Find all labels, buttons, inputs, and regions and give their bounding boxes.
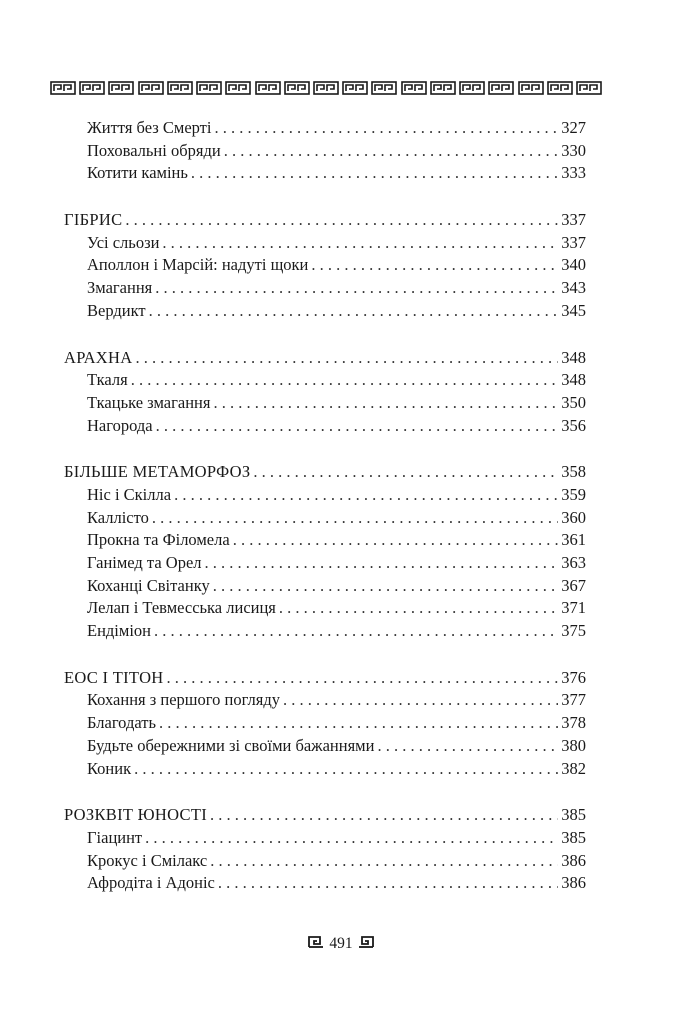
- toc-entry-title: Нагорода: [87, 415, 153, 435]
- toc-entry-page: 375: [561, 621, 586, 641]
- toc-entry: [64, 620, 586, 643]
- dot-leader: [155, 277, 558, 300]
- toc-chapter-title: ЕОС І ТІТОН: [64, 667, 164, 687]
- toc-entry-title: Лелап і Тевмесська лисиця: [87, 598, 276, 618]
- dot-leader: [253, 461, 558, 484]
- toc-chapter-page: 385: [561, 805, 586, 825]
- toc-entry: [64, 484, 586, 507]
- toc-entry-title: Ганімед та Орел: [87, 553, 202, 572]
- toc-section: [64, 347, 586, 438]
- toc-chapter-page: 358: [561, 462, 586, 482]
- toc-entry-title: Коник: [87, 758, 132, 778]
- dot-leader: [224, 140, 559, 163]
- toc-entry-page: 363: [561, 553, 586, 572]
- greek-key-icon: [371, 81, 397, 95]
- toc-entry: [64, 597, 586, 620]
- toc-section: [64, 117, 586, 185]
- toc-entry-page: 337: [561, 232, 586, 252]
- toc-entry-page: 382: [561, 758, 586, 778]
- toc-chapter-page: 337: [561, 210, 586, 230]
- toc-entry: [64, 507, 586, 530]
- toc-entry: [64, 827, 586, 850]
- greek-key-icon: [50, 81, 76, 95]
- toc-entry-title: Поховальні обряди: [87, 140, 221, 160]
- toc-entry: [64, 689, 586, 712]
- page-footer: [0, 935, 682, 953]
- greek-key-border: [50, 80, 602, 96]
- toc-chapter: [64, 209, 586, 232]
- toc-chapter-title: РОЗКВІТ ЮНОСТІ: [64, 805, 208, 825]
- greek-key-icon: [196, 81, 222, 95]
- toc-entry: [64, 162, 586, 185]
- dot-leader: [145, 827, 558, 850]
- dot-leader: [159, 712, 558, 735]
- toc-entry-page: 345: [561, 300, 586, 320]
- toc-entry-title: Афродіта і Адоніс: [87, 873, 215, 893]
- greek-key-icon: [488, 81, 514, 95]
- toc-entry: [64, 872, 586, 895]
- dot-leader: [210, 804, 558, 827]
- toc-entry-page: 377: [561, 690, 586, 710]
- toc-entry: [64, 552, 586, 575]
- toc-chapter: [64, 667, 586, 690]
- toc-chapter: [64, 347, 586, 370]
- greek-key-icon: [225, 81, 251, 95]
- greek-key-icon: [430, 81, 456, 95]
- toc-entry-title: Гіацинт: [87, 827, 143, 847]
- toc-entry-title: Котити камінь: [87, 163, 188, 183]
- dot-leader: [218, 872, 558, 895]
- toc-chapter-title: АРАХНА: [64, 347, 133, 367]
- toc-entry-page: 378: [561, 713, 586, 733]
- toc-entry-title: Каллісто: [87, 507, 149, 527]
- toc-entry: [64, 300, 586, 323]
- greek-key-icon: [401, 81, 427, 95]
- toc-entry-title: Ніс і Скілла: [87, 484, 172, 504]
- toc-entry: [64, 392, 586, 415]
- toc-entry: [64, 232, 586, 255]
- greek-key-icon: [108, 81, 134, 95]
- toc-entry-title: Благодать: [87, 713, 156, 733]
- toc-entry: [64, 575, 586, 598]
- dot-leader: [125, 209, 558, 232]
- toc-entry-page: 371: [561, 598, 586, 618]
- dot-leader: [154, 620, 558, 643]
- greek-key-icon: [284, 81, 310, 95]
- toc-chapter-page: 376: [561, 667, 586, 687]
- toc-entry-title: Коханці Світанку: [87, 575, 210, 595]
- toc-entry-page: 350: [561, 392, 586, 412]
- toc-entry-page: 361: [561, 530, 586, 550]
- page-number: 491: [329, 935, 353, 952]
- toc-section: [64, 461, 586, 643]
- toc-entry-page: 330: [561, 140, 586, 160]
- toc-entry-page: 386: [561, 850, 586, 870]
- toc-entry-title: Будьте обережними зі своїми бажаннями: [87, 735, 375, 755]
- dot-leader: [131, 369, 559, 392]
- dot-leader: [149, 300, 559, 323]
- toc-chapter-title: БІЛЬШЕ МЕТАМОРФОЗ: [64, 462, 251, 482]
- greek-key-right-icon: [358, 935, 374, 953]
- toc-entry: [64, 369, 586, 392]
- toc-entry-title: Ткаля: [87, 370, 128, 390]
- toc-entry-title: Змагання: [87, 278, 153, 298]
- dot-leader: [191, 162, 558, 185]
- dot-leader: [233, 529, 559, 552]
- greek-key-icon: [459, 81, 485, 95]
- dot-leader: [135, 347, 558, 370]
- dot-leader: [174, 484, 558, 507]
- greek-key-left-icon: [308, 935, 324, 953]
- toc-section: [64, 209, 586, 322]
- toc-entry: [64, 415, 586, 438]
- toc-entry-page: 380: [561, 735, 586, 755]
- greek-key-icon: [79, 81, 105, 95]
- toc-entry-title: Ендіміон: [87, 621, 151, 641]
- dot-leader: [205, 552, 559, 575]
- toc-entry-page: 386: [561, 873, 586, 893]
- dot-leader: [213, 392, 558, 415]
- dot-leader: [311, 254, 558, 277]
- toc-entry-page: 360: [561, 507, 586, 527]
- toc-entry: [64, 140, 586, 163]
- toc-entry-page: 340: [561, 255, 586, 275]
- dot-leader: [167, 667, 559, 690]
- toc-section: [64, 804, 586, 895]
- greek-key-icon: [138, 81, 164, 95]
- dot-leader: [213, 575, 559, 598]
- toc-entry-page: 385: [561, 827, 586, 847]
- toc-entry: [64, 758, 586, 781]
- toc-entry-page: 367: [561, 575, 586, 595]
- toc-entry-title: Усі сльози: [87, 232, 160, 252]
- toc-entry-page: 333: [561, 163, 586, 183]
- toc-entry-page: 348: [561, 370, 586, 390]
- toc-section: [64, 667, 586, 780]
- dot-leader: [156, 415, 559, 438]
- toc-entry-title: Життя без Смерті: [87, 118, 212, 137]
- toc-chapter-title: ГІБРИС: [64, 210, 123, 230]
- dot-leader: [210, 850, 558, 873]
- toc-entry-title: Вердикт: [87, 300, 146, 320]
- dot-leader: [214, 117, 558, 140]
- toc-chapter: [64, 804, 586, 827]
- toc-entry-title: Аполлон і Марсій: надуті щоки: [87, 255, 309, 275]
- dot-leader: [162, 232, 558, 255]
- toc-entry-page: 359: [561, 484, 586, 504]
- table-of-contents: [64, 117, 586, 919]
- toc-entry-title: Прокна та Філомела: [87, 530, 230, 550]
- toc-entry-page: 356: [561, 415, 586, 435]
- toc-entry-title: Крокус і Смілакс: [87, 850, 208, 870]
- toc-entry-page: 343: [561, 278, 586, 298]
- dot-leader: [283, 689, 558, 712]
- greek-key-icon: [518, 81, 544, 95]
- greek-key-icon: [313, 81, 339, 95]
- toc-entry: [64, 712, 586, 735]
- dot-leader: [152, 507, 558, 530]
- greek-key-icon: [576, 81, 602, 95]
- dot-leader: [279, 597, 558, 620]
- dot-leader: [377, 735, 558, 758]
- toc-chapter: [64, 461, 586, 484]
- toc-entry: [64, 277, 586, 300]
- greek-key-icon: [255, 81, 281, 95]
- toc-entry: [64, 529, 586, 552]
- dot-leader: [134, 758, 558, 781]
- greek-key-icon: [547, 81, 573, 95]
- toc-entry-title: Кохання з першого погляду: [87, 690, 280, 710]
- greek-key-icon: [342, 81, 368, 95]
- greek-key-icon: [167, 81, 193, 95]
- toc-entry: [64, 735, 586, 758]
- toc-entry-title: Ткацьке змагання: [87, 392, 211, 412]
- toc-entry: [64, 117, 586, 140]
- toc-entry: [64, 850, 586, 873]
- toc-entry: [64, 254, 586, 277]
- toc-entry-page: 327: [561, 118, 586, 137]
- toc-chapter-page: 348: [561, 347, 586, 367]
